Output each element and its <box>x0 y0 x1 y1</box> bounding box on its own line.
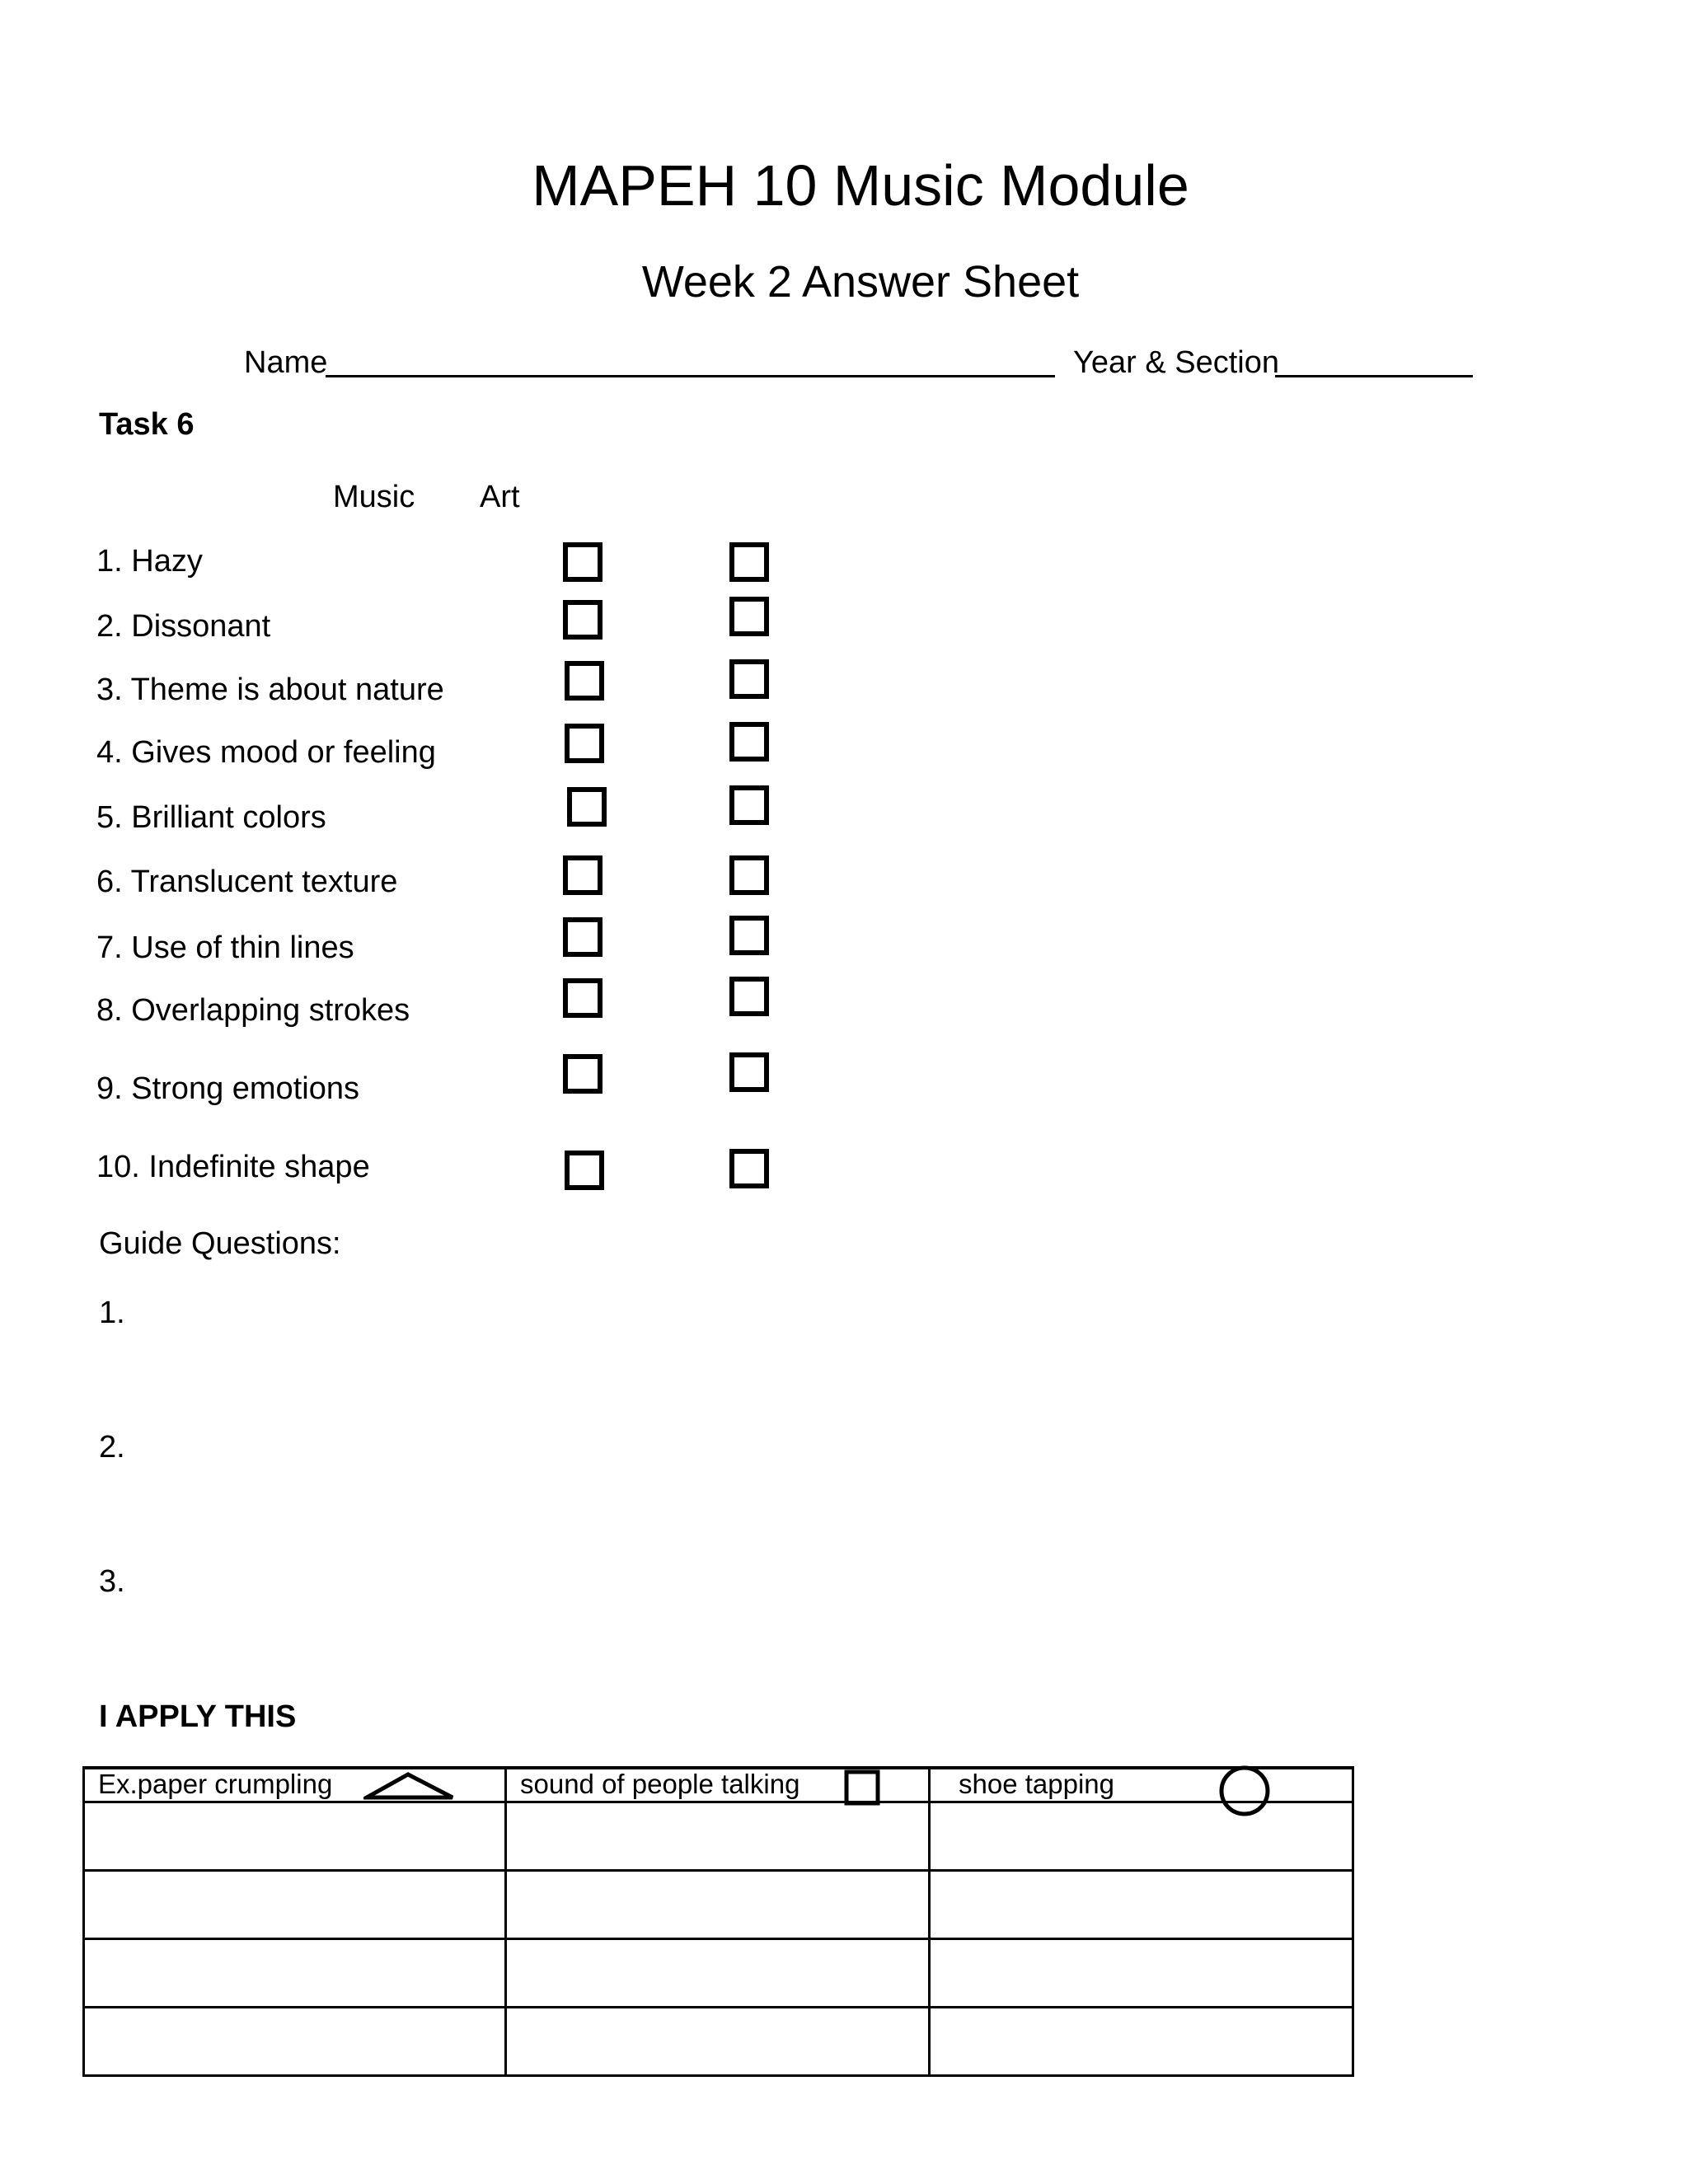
name-label: Name <box>244 345 328 380</box>
item-7-label: 7. Use of thin lines <box>96 930 354 965</box>
apply-table-cell[interactable] <box>930 1939 1353 2008</box>
apply-table-row <box>84 1802 1353 1871</box>
item-9-art-checkbox[interactable] <box>729 1052 769 1092</box>
apply-table-cell[interactable] <box>84 1802 506 1871</box>
guide-questions-heading: Guide Questions: <box>99 1226 341 1261</box>
apply-table-cell[interactable] <box>930 2008 1353 2076</box>
guide-question-3-number: 3. <box>99 1564 125 1599</box>
item-2-art-checkbox[interactable] <box>729 597 769 636</box>
name-field-line[interactable] <box>326 375 1055 377</box>
page-title: MAPEH 10 Music Module <box>532 153 1189 218</box>
column-header-art: Art <box>480 480 520 514</box>
item-1-label: 1. Hazy <box>96 544 203 579</box>
item-7-art-checkbox[interactable] <box>729 916 769 955</box>
year-section-field-line[interactable] <box>1275 375 1473 377</box>
item-3-music-checkbox[interactable] <box>565 661 604 701</box>
apply-table-cell[interactable] <box>506 1939 930 2008</box>
item-8-art-checkbox[interactable] <box>729 977 769 1016</box>
page-subtitle: Week 2 Answer Sheet <box>641 257 1080 307</box>
i-apply-this-heading: I APPLY THIS <box>99 1699 297 1734</box>
item-10-label: 10. Indefinite shape <box>96 1150 370 1184</box>
item-3-art-checkbox[interactable] <box>729 659 769 699</box>
apply-header-cell-1 <box>84 1768 506 1802</box>
apply-table <box>82 1766 1354 2077</box>
column-header-music: Music <box>333 480 415 514</box>
item-4-music-checkbox[interactable] <box>565 724 604 763</box>
item-2-label: 2. Dissonant <box>96 609 271 644</box>
triangle-icon <box>363 1771 456 1801</box>
year-section-label: Year & Section <box>1073 345 1279 380</box>
item-2-music-checkbox[interactable] <box>563 600 603 640</box>
apply-header-cell-2 <box>506 1768 930 1802</box>
item-6-art-checkbox[interactable] <box>729 855 769 895</box>
apply-header-text-1: Ex.paper crumpling <box>98 1769 333 1799</box>
item-8-label: 8. Overlapping strokes <box>96 993 410 1028</box>
item-5-music-checkbox[interactable] <box>567 787 607 827</box>
apply-header-text-3: shoe tapping <box>959 1769 1114 1799</box>
item-5-label: 5. Brilliant colors <box>96 800 326 835</box>
apply-header-cell-3 <box>930 1768 1353 1802</box>
item-5-art-checkbox[interactable] <box>729 785 769 825</box>
item-10-art-checkbox[interactable] <box>729 1149 769 1188</box>
item-4-art-checkbox[interactable] <box>729 722 769 762</box>
item-7-music-checkbox[interactable] <box>563 917 603 957</box>
item-1-art-checkbox[interactable] <box>729 542 769 582</box>
item-9-label: 9. Strong emotions <box>96 1071 359 1106</box>
task-6-heading: Task 6 <box>99 407 195 442</box>
apply-table-cell[interactable] <box>930 1871 1353 1939</box>
apply-table-header-row <box>84 1768 1353 1802</box>
item-4-label: 4. Gives mood or feeling <box>96 735 436 770</box>
item-1-music-checkbox[interactable] <box>563 542 603 582</box>
apply-table-row <box>84 1871 1353 1939</box>
item-9-music-checkbox[interactable] <box>563 1054 603 1094</box>
apply-table-cell[interactable] <box>84 1939 506 2008</box>
apply-header-text-2: sound of people talking <box>520 1769 800 1799</box>
apply-table-cell[interactable] <box>84 1871 506 1939</box>
apply-table-cell[interactable] <box>506 1871 930 1939</box>
item-10-music-checkbox[interactable] <box>565 1151 604 1190</box>
apply-table-row <box>84 2008 1353 2076</box>
apply-table-cell[interactable] <box>84 2008 506 2076</box>
item-6-music-checkbox[interactable] <box>563 855 603 895</box>
guide-question-2-number: 2. <box>99 1430 125 1465</box>
apply-table-cell[interactable] <box>930 1802 1353 1871</box>
square-icon <box>844 1769 880 1806</box>
item-6-label: 6. Translucent texture <box>96 865 398 899</box>
apply-table-cell[interactable] <box>506 1802 930 1871</box>
item-8-music-checkbox[interactable] <box>563 978 603 1018</box>
apply-table-cell[interactable] <box>506 2008 930 2076</box>
item-3-label: 3. Theme is about nature <box>96 673 444 707</box>
guide-question-1-number: 1. <box>99 1296 125 1330</box>
apply-table-row <box>84 1939 1353 2008</box>
